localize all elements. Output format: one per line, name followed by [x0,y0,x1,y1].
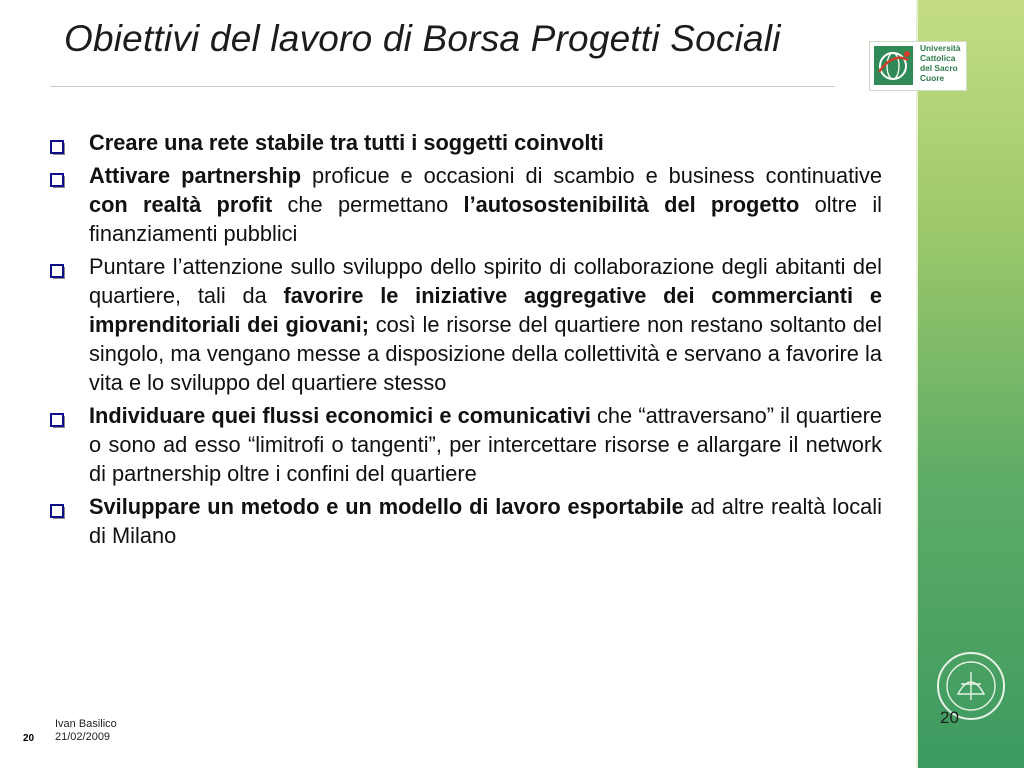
university-logo-text [920,43,966,83]
checkbox-bullet-icon [50,134,66,150]
bullet-text: Puntare l’attenzione sullo sviluppo dello spirito di collaborazione degli abitanti del quartiere, tali da [89,254,882,308]
bullet-text: così le risorse del quartiere non restano soltanto del singolo, ma vengano messe a disposizione della collettività e servano a favorire la vita e lo sviluppo del quartiere stesso [89,312,882,395]
logo-text-line: Cuore [920,73,945,83]
bullet-text-bold: Attivare partnership [89,163,302,188]
page-number: 20 [940,708,959,727]
logo-text-line: Cattolica [920,53,956,63]
bullet-text: oltre il finanziamenti pubblici [89,192,883,246]
side-band-divider [916,0,918,768]
bullet-item [50,492,882,550]
bullet-text: ad altre realtà locali di Milano [89,494,882,548]
logo-text-line: Università [920,43,961,53]
bullet-text: che permettano [272,192,464,217]
bullet-item [50,401,882,488]
checkbox-bullet-icon [50,167,66,183]
checkbox-bullet-icon [50,498,66,514]
slide-title: Obiettivi del lavoro di Borsa Progetti Sociali [64,18,781,59]
title-divider [50,86,835,87]
footer-slide-number: 20 [23,733,35,744]
logo-text-line: del Sacro [920,63,958,73]
bullet-text: che “attraversano” il quartiere o sono ad esso “limitrofi o tangenti”, per intercettare risorse e allargare il network di partnership oltre i confini del quartiere [89,403,882,486]
footer-author: Ivan Basilico [55,718,117,730]
bullet-list [50,128,882,554]
bullet-text-bold: Creare una rete stabile tra tutti i soggetti coinvolti [89,130,604,155]
university-logo [869,41,967,91]
bullet-item [50,161,882,248]
university-globe-logo-icon [874,46,913,85]
bullet-text-bold: Sviluppare un metodo e un modello di lavoro esportabile [89,494,684,519]
bullet-text-bold: Individuare quei flussi economici e comunicativi [89,403,591,428]
checkbox-bullet-icon [50,407,66,423]
checkbox-bullet-icon [50,258,66,274]
bullet-item [50,252,882,397]
bullet-item [50,128,882,157]
footer-author-date [55,718,117,744]
bullet-text-bold: l’autosostenibilità del progetto [463,192,800,217]
bullet-text-bold: con realtà profit [89,192,273,217]
bullet-text-bold: favorire le iniziative aggregative dei commercianti e imprenditoriali dei giovani; [89,283,882,337]
bullet-text: proficue e occasioni di scambio e business continuative [301,163,882,188]
footer-date: 21/02/2009 [55,731,111,743]
